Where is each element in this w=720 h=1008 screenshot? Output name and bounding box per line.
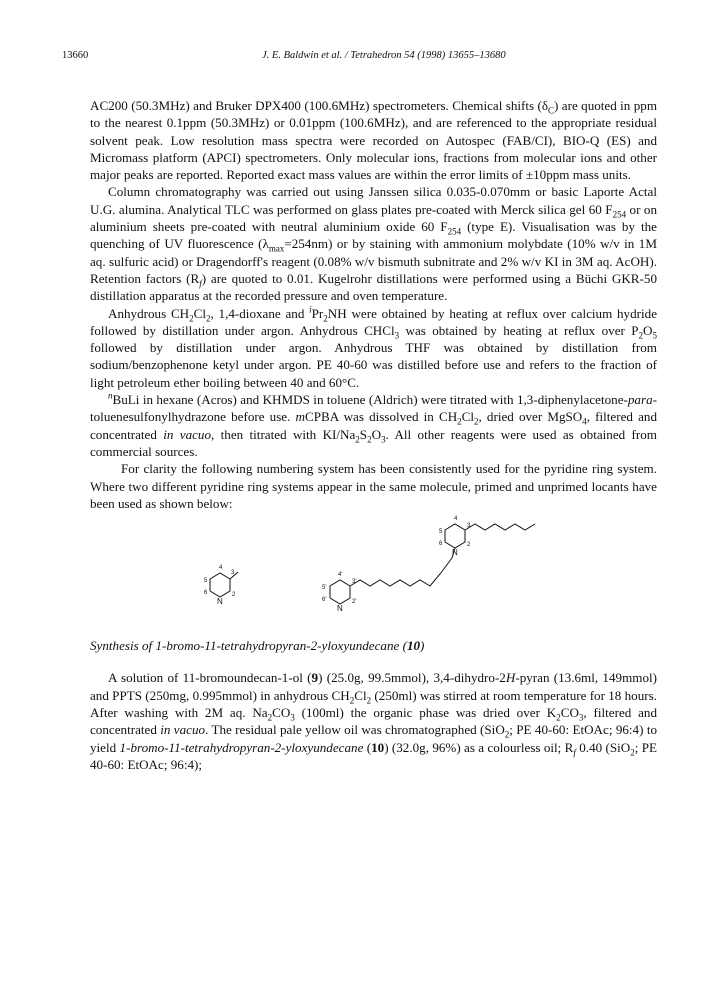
- svg-text:N: N: [337, 604, 343, 614]
- svg-text:2: 2: [467, 542, 471, 549]
- pyridine-numbering-diagram: [90, 514, 657, 631]
- paragraph-numbering-system: For clarity the following numbering system has been consistently used for the pyridine ring system. Where two different pyridine ring systems appear in the same molecule, primed and unprimed locants have been used as shown below:: [90, 461, 657, 511]
- pyridine-ring-top: [445, 524, 535, 558]
- svg-text:5: 5: [439, 529, 443, 536]
- page-header: [62, 50, 658, 66]
- pyridine-ring-bottom: [330, 558, 452, 604]
- page-number: 13660: [62, 50, 89, 61]
- svg-text:3': 3': [352, 579, 357, 586]
- svg-text:N: N: [452, 548, 458, 558]
- svg-text:N: N: [217, 597, 223, 607]
- svg-text:3: 3: [231, 570, 235, 577]
- section-heading: Synthesis of 1-bromo-11-tetrahydropyran-2-yloxyundecane (10): [90, 638, 425, 654]
- svg-text:4: 4: [219, 565, 223, 572]
- paragraph-chromatography: Column chromatography was carried out using Janssen silica 0.035-0.070mm or basic Laporte Actal U.G. alumina. Analytical TLC was performed on glass plates pre-coated with Merck silica gel 60 $F_{254}$ or on aluminium sheets pre-coated with neutral aluminium oxide 60 $F_{254}$ (type E). Visualisation was by the quenching of UV fluorescence $(\lambda_{max}=254nm)$ or by staining with ammonium molybdate (10% w/v in 1M aq. sulfuric acid) or Dragendorff's reagent (0.08% w/v bismuth subnitrate and 2% w/v KI in 3M aq. AcOH). Retention factors $(R_f)$ are quoted to 0.01. Kugelrohr distillations were performed using a Büchi GKR-50 distillation apparatus at the recorded pressure and oven temperature.: [90, 184, 657, 304]
- svg-text:2: 2: [232, 592, 236, 599]
- svg-text:6: 6: [204, 590, 208, 597]
- paragraph-synthesis-procedure: A solution of 11-bromoundecan-1-ol (9) (25.0g, 99.5mmol), 3,4-dihydro-2H-pyran (13.6ml, 149mmol) and PPTS (250mg, 0.995mmol) in anhydrous $CH_2Cl_2$ (250ml) was stirred at room temperature for 18 hours. After washing with 2M aq. $Na_2CO_3$ (100ml) the organic phase was dried over $K_2CO_3$, filtered and concentrated in vacuo. The residual pale yellow oil was chromatographed (SiO$_2$; PE 40-60: EtOAc; 96:4) to yield 1-bromo-11-tetrahydropyran-2-yloxyundecane (10) (32.0g, 96%) as a colourless oil; $R_f$ 0.40 (SiO$_2$; PE 40-60: EtOAc; 96:4);: [90, 670, 658, 772]
- svg-text:6: 6: [439, 541, 443, 548]
- paragraph-anhydrous-solvents: Anhydrous $CH_2Cl_2$, 1,4-dioxane and $^iPr_2NH$ were obtained by heating at reflux over calcium hydride followed by distillation under argon. Anhydrous CHCl$_3$ was obtained by heating at reflux over $P_2O_5$ followed by distillation under argon. Anhydrous THF was obtained by distillation from sodium/benzophenone ketyl under argon. PE 40-60 was distilled before use and refers to the fraction of light petroleum ether boiling between 40 and 60°C.: [90, 304, 658, 390]
- svg-text:5': 5': [322, 585, 327, 592]
- svg-text:6': 6': [322, 597, 327, 604]
- running-title: J. E. Baldwin et al. / Tetrahedron 54 (1998) 13655–13680: [262, 50, 506, 61]
- svg-text:3: 3: [467, 523, 471, 530]
- svg-text:5: 5: [204, 578, 208, 585]
- page-body: [90, 97, 657, 773]
- paragraph-reagents: $^n$BuLi in hexane (Acros) and KHMDS in toluene (Aldrich) were titrated with 1,3-diphenylacetone-para-toluenesulfonylhydrazone before use. mCPBA was dissolved in $CH_2Cl_2$, dried over MgSO$_4$, filtered and concentrated in vacuo, then titrated with $KI/Na_2S_2O_3$. All other reagents were used as obtained from commercial sources.: [90, 390, 657, 459]
- paragraph-spectroscopy: AC200 (50.3MHz) and Bruker DPX400 (100.6MHz) spectrometers. Chemical shifts $(\delta_C)$ are quoted in ppm to the nearest 0.1ppm (50.3MHz) or 0.01ppm (100.6MHz), and are referenced to the appropriate residual solvent peak. Low resolution mass spectra were recorded on Autospec (FAB/CI), BIO-Q (ES) and Micromass platform (APCI) spectrometers. Only molecular ions, fractions from molecular ions and other major peaks are reported. Reported exact mass values are within the error limits of ±10ppm mass units.: [90, 98, 657, 183]
- svg-text:4': 4': [338, 572, 343, 579]
- svg-text:4: 4: [454, 516, 458, 523]
- svg-text:2': 2': [352, 599, 357, 606]
- pyridine-structures-figure: [90, 514, 657, 631]
